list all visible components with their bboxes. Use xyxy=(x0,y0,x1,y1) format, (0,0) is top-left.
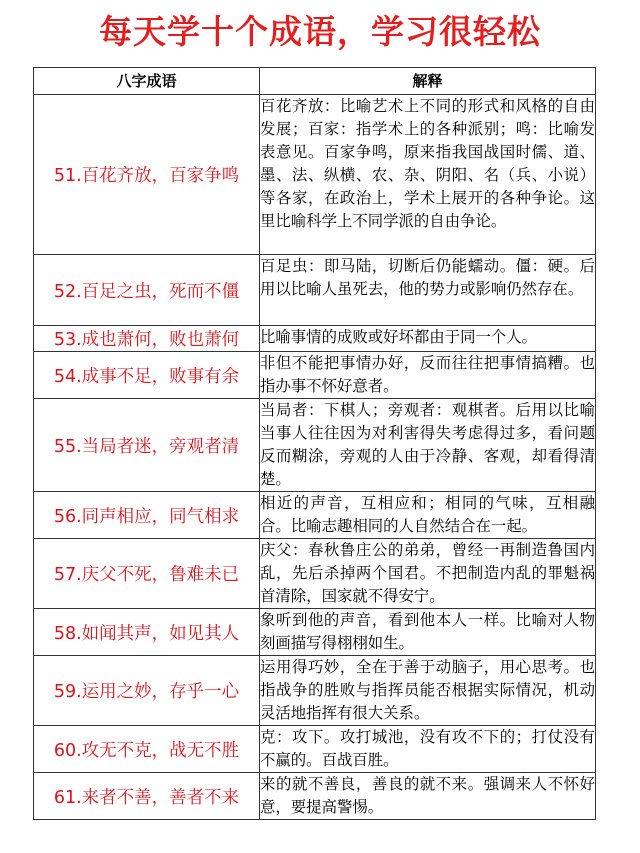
idiom-cell: 56.同声相应，同气相求 xyxy=(34,492,260,539)
idiom-cell: 55.当局者迷，旁观者清 xyxy=(34,399,260,492)
idiom-cell: 57.庆父不死，鲁难未已 xyxy=(34,539,260,609)
explanation-cell: 相近的声音，互相应和；相同的气味，互相融合。比喻志趣相同的人自然结合在一起。 xyxy=(260,492,596,539)
table-row xyxy=(34,399,596,492)
idiom-table xyxy=(33,67,596,820)
explanation-cell: 克：攻下。攻打城池，没有攻不下的；打仗没有不赢的。百战百胜。 xyxy=(260,726,596,773)
explanation-cell: 百花齐放：比喻艺术上不同的形式和风格的自由发展；百家：指学术上的各种派别；鸣：比喻发表意见。百家争鸣，原来指我国战国时儒、道、墨、法、纵横、农、杂、阴阳、名（兵、小说）等各家，在政治上，学术上展开的各种争论。这里比喻科学上不同学派的自由争论。 xyxy=(260,95,596,255)
idiom-cell: 61.来者不善，善者不来 xyxy=(34,773,260,820)
header-idiom: 八字成语 xyxy=(34,68,260,95)
table-row xyxy=(34,326,596,352)
idiom-cell: 60.攻无不克，战无不胜 xyxy=(34,726,260,773)
table-row xyxy=(34,95,596,255)
table-header-row xyxy=(34,68,596,95)
table-row xyxy=(34,656,596,726)
idiom-cell: 59.运用之妙，存乎一心 xyxy=(34,656,260,726)
explanation-cell: 百足虫：即马陆，切断后仍能蠕动。僵：硬。后用以比喻人虽死去，他的势力或影响仍然存在。 xyxy=(260,255,596,326)
table-row xyxy=(34,492,596,539)
explanation-cell: 运用得巧妙，全在于善于动脑子，用心思考。也指战争的胜败与指挥员能否根据实际情况，机动灵活地指挥有很大关系。 xyxy=(260,656,596,726)
idiom-cell: 58.如闻其声，如见其人 xyxy=(34,609,260,656)
explanation-cell: 非但不能把事情办好，反而往往把事情搞糟。也指办事不怀好意者。 xyxy=(260,352,596,399)
explanation-cell: 象听到他的声音，看到他本人一样。比喻对人物刻画描写得栩栩如生。 xyxy=(260,609,596,656)
explanation-cell: 比喻事情的成败或好坏都由于同一个人。 xyxy=(260,326,596,352)
header-explanation: 解释 xyxy=(260,68,596,95)
explanation-cell: 庆父：春秋鲁庄公的弟弟，曾经一再制造鲁国内乱，先后杀掉两个国君。不把制造内乱的罪魁祸首清除，国家就不得安宁。 xyxy=(260,539,596,609)
idiom-cell: 53.成也萧何，败也萧何 xyxy=(34,326,260,352)
page-title: 每天学十个成语，学习很轻松 xyxy=(99,12,541,51)
table-row xyxy=(34,609,596,656)
idiom-cell: 51.百花齐放，百家争鸣 xyxy=(34,95,260,255)
idiom-cell: 52.百足之虫，死而不僵 xyxy=(34,255,260,326)
table-row xyxy=(34,773,596,820)
table-row xyxy=(34,255,596,326)
table-row xyxy=(34,539,596,609)
idiom-cell: 54.成事不足，败事有余 xyxy=(34,352,260,399)
explanation-cell: 当局者：下棋人；旁观者：观棋者。后用以比喻当事人往往因为对利害得失考虑得过多，看问题反而糊涂，旁观的人由于冷静、客观，却看得清楚。 xyxy=(260,399,596,492)
table-row xyxy=(34,352,596,399)
explanation-cell: 来的就不善良，善良的就不来。强调来人不怀好意，要提高警惕。 xyxy=(260,773,596,820)
table-row xyxy=(34,726,596,773)
